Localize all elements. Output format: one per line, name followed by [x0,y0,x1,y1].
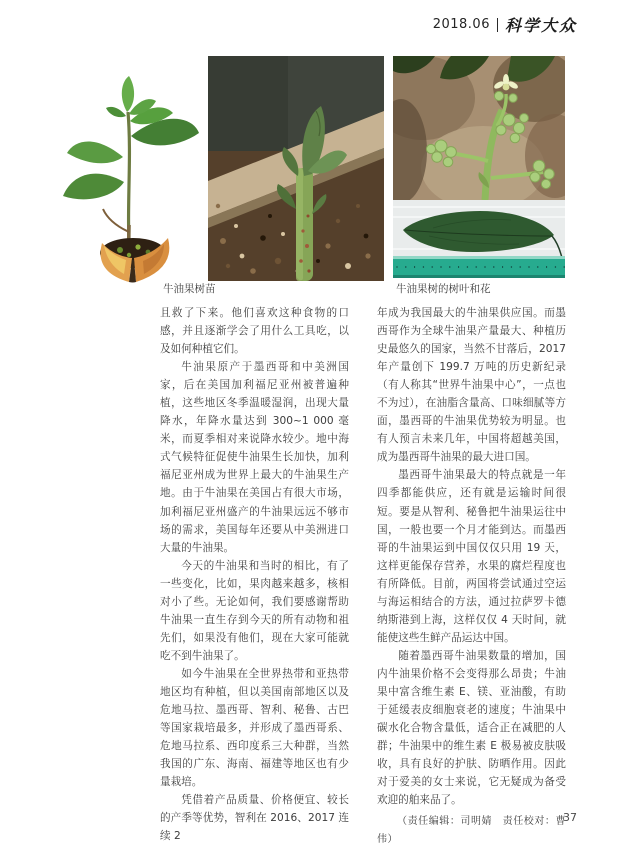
page-number: 37 [563,811,577,824]
page-header [433,13,577,36]
flowers-illustration [393,56,565,200]
paragraph: 墨西哥牛油果最大的特点就是一年四季都能供应，还有就是运输时间很短。要是从智利、秘鲁把牛油果运往中国，一般也要一个月才能到达。而墨西哥的牛油果运到中国仅仅只用 19 天，这样更能保存营养，水果的腐烂程度也有所降低。目前，两国将尝试通过空运与海运相结合的方法，通过拉萨罗卡德纳斯港到上海，这样仅仅 4 天时间，就能使这些生鲜产品运达中国。 [377,469,566,644]
issue-date: 2018.06 [432,17,490,32]
paragraph: 且救了下来。他们喜欢这种食物的口感，并且逐渐学会了用什么工具吃，以及如何种植它们。 [160,307,349,356]
flowers-photo [393,56,565,200]
article-right-column [377,304,566,848]
paragraph: 凭借着产品质量、价格便宜、较长的产季等优势，智利在 2016、2017 连续 2 [160,794,349,843]
caption-flowers: 牛油果树的树叶和花 [396,283,491,295]
paragraph: 年成为我国最大的牛油果供应国。而墨西哥作为全球牛油果产量最大、种植历史最悠久的国家，当然不甘落后，2017 年产量创下 199.7 万吨的历史新纪录（有人称其“世界牛油果中心”，一点也不为过），在油脂含量高、口味细腻等方面，墨西哥的牛油果优势较为明显。也有人预言未来几年，中国将超越美国，成为墨西哥牛油果的最大进口国。 [377,307,566,464]
paragraph: 牛油果原产于墨西哥和中美洲国家，后在美国加利福尼亚州被普遍种植，这些地区冬季温暖湿润，出现大量降水，年降水量达到 300~1 000 毫米，而夏季相对来说降水较少。地中海式气候特征促使牛油果生长加快，加利福尼亚州成为世界上最大的牛油果生产地。由于牛油果在美国占有很大市场，加利福尼亚州盛产的牛油果远远不够市场的需求，美国每年还要从中美洲进口大量的牛油果。 [160,361,349,554]
paragraph: 今天的牛油果和当时的相比，有了一些变化，比如，果肉越来越多，核相对小了些。无论如何，我们要感谢帮助牛油果一直生存到今天的所有动物和祖先们，如果没有他们，现在大家可能就吃不到牛油果了。 [160,559,349,662]
sprout-photo [208,56,384,281]
article-left-column [160,304,349,845]
leaf-photo [393,200,565,278]
paragraph: 随着墨西哥牛油果数量的增加，国内牛油果价格不会变得那么昂贵；牛油果中富含维生素 E、镁、亚油酸，有助于延缓表皮细胞衰老的速度；牛油果中碳水化合物含量低，适合正在减肥的人群；牛油果中的维生素 E 极易被皮肤吸收，具有良好的护肤、防晒作用。因此对于爱美的女士来说，它无疑成为备受欢迎的舶来品了。 [377,649,566,807]
magazine-logo: 科学大众 [504,16,577,35]
seedling-illustration [46,60,206,285]
sprout-illustration [208,56,384,281]
leaf-illustration [393,200,565,278]
seedling-photo [46,60,206,285]
header-separator [497,18,498,32]
paragraph: 如今牛油果在全世界热带和亚热带地区均有种植，但以美国南部地区以及危地马拉、墨西哥、智利、秘鲁、古巴等国家栽培最多，并形成了墨西哥系、危地马拉系、西印度系三大种群，当然我国的广东、海南、福建等地区也有少量栽培。 [160,667,349,789]
caption-seedling: 牛油果树苗 [163,283,216,295]
editor-credit-line: （责任编辑：司明婧 责任校对：曹伟） [377,816,566,846]
